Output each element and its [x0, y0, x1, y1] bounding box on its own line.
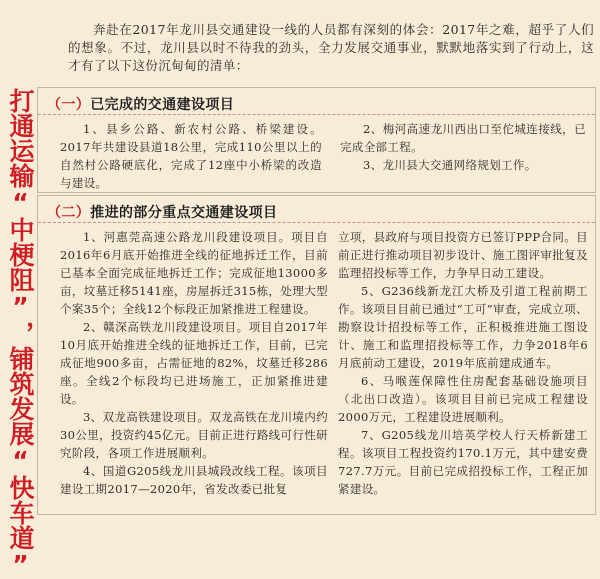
intro-paragraph: 奔赴在2017年龙川县交通建设一线的人员都有深刻的体会：2017年之难，超乎了人们的想象。不过，龙川县以时不待我的劲头，全力发展交通事业，默默地落实到了行动上，这才有了以下这份沉甸甸的清单：	[68, 21, 594, 73]
right-column	[340, 120, 586, 174]
completed-projects-box	[37, 87, 596, 193]
list-item: 5、G236线新龙江大桥及引道工程前期工作。该项目目前已通过“工可”审查，完成立项、勘察设计招投标等工作，正积极推进施工图设计、施工和监理招投标等工作，力争2018年6月底前动工建设，2019年底前建成通车。	[338, 284, 588, 370]
ongoing-projects-box	[37, 195, 596, 515]
left-column	[60, 228, 328, 498]
list-item-continued: 立项，县政府与项目投资方已签订PPP合同。目前正进行推动项目初步设计、施工图评审批复及监理招投标等工作，力争早日动工建设。	[338, 230, 588, 280]
left-column	[60, 120, 322, 192]
section-divider	[38, 222, 595, 223]
list-item: 1、县乡公路、新农村公路、桥梁建设。2017年共建设县道18公里，完成110公里以上的自然村公路硬底化，完成了12座中小桥梁的改造与建设。	[60, 122, 322, 190]
section-heading	[47, 94, 234, 114]
right-column	[338, 228, 588, 498]
section-divider	[38, 114, 595, 115]
section-number: （二）	[47, 205, 91, 221]
section-title: 推进的部分重点交通建设项目	[90, 205, 278, 221]
list-item: 2、赣深高铁龙川段建设项目。项目自2017年10月底开始推进全线的征地拆迁工作，目前，已完成征地900多亩，占需征地的82%，坟墓迁移286座。全线2个标段均已进场施工，正加紧推进建设。	[60, 320, 328, 406]
list-item: 7、G205线龙川培英学校人行天桥新建工程。该项目工程投资约170.1万元，其中建安费727.7万元。目前已完成招投标工作，工程正加紧建设。	[338, 428, 588, 496]
section-number: （一）	[47, 97, 91, 113]
list-item: 6、马喉莲保障性住房配套基础设施项目（北出口改造）。该项目目前已完成工程建设2000万元，工程建设进展顺利。	[338, 374, 588, 424]
list-item: 3、龙川县大交通网络规划工作。	[363, 158, 537, 172]
list-item: 3、双龙高铁建设项目。双龙高铁在龙川境内约30公里，投资约45亿元。目前正进行路线可行性研究阶段，各项工作进展顺利。	[60, 410, 328, 460]
side-title: 打通运输“中梗阻”，铺筑发展“快车道”	[6, 88, 35, 579]
list-item: 2、梅河高速龙川西出口至佗城连接线，已完成全部工程。	[340, 122, 586, 154]
section-title: 已完成的交通建设项目	[90, 97, 235, 113]
list-item: 1、河惠莞高速公路龙川段建设项目。项目自2016年6月底开始推进全线的征地拆迁工作，目前已基本全面完成征地拆迁工作；完成征地13000多亩，坟墓迁移5141座，房屋拆迁315栋，处理大型个案35个；全线12个标段正加紧推进工程建设。	[60, 230, 328, 316]
section-heading	[47, 202, 277, 222]
list-item: 4、国道G205线龙川县城段改线工程。该项目建设工期2017—2020年，省发改委已批复	[60, 464, 328, 496]
